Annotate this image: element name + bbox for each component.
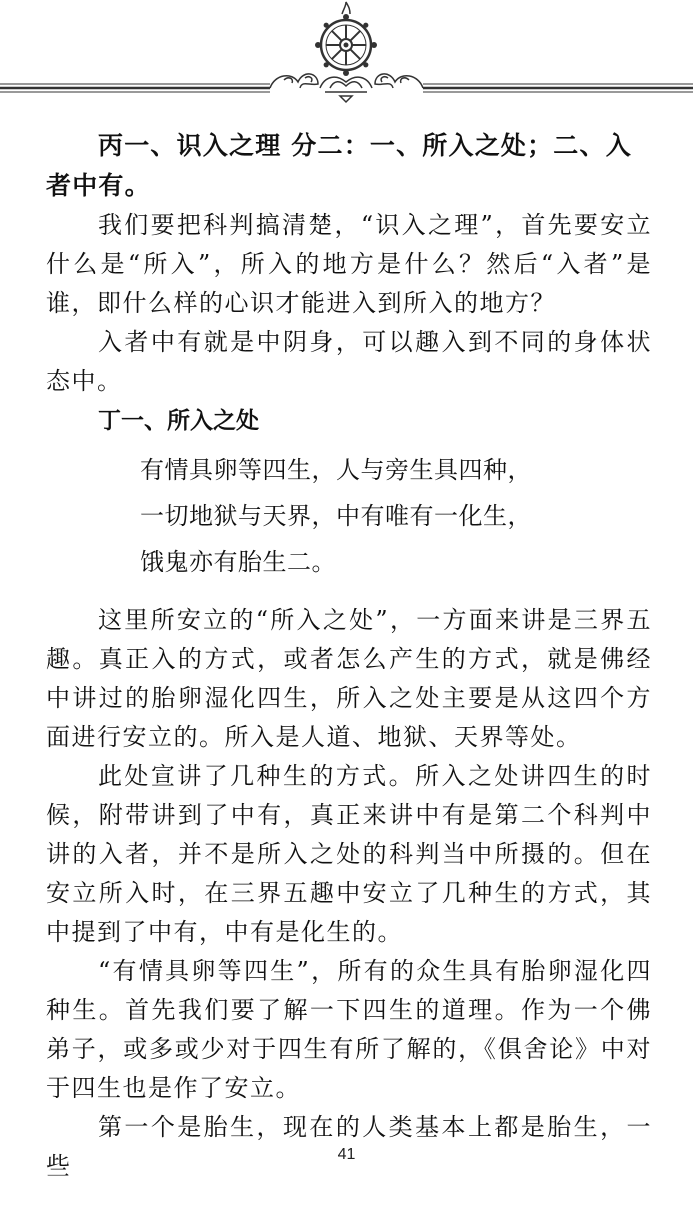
body-paragraph-3: “有情具卵等四生”，所有的众生具有胎卵湿化四种生。首先我们要了解一下四生的道理。作为一个佛弟子，或多或少对于四生有所了解的，《俱舍论》中对于四生也是作了安立。 [46,957,652,1102]
intro-paragraph-1: 我们要把科判搞清楚，“识入之理”，首先要安立什么是“所入”，所入的地方是什么？然后“入者”是谁，即什么样的心识才能进入到所入的地方？ [46,211,652,317]
page-content [46,126,652,1186]
sub-heading: 丁一、所入之处 [98,408,259,434]
intro-paragraph-2: 入者中有就是中阴身，可以趣入到不同的身体状态中。 [46,328,652,395]
lotus-base-icon [320,77,372,102]
section-heading: 丙一、识入之理 分二：一、所入之处；二、入者中有。 [46,131,632,200]
left-cloud-icon [270,74,318,88]
right-cloud-icon [375,74,423,88]
verse-line: 有情具卵等四生，人与旁生具四种， [140,456,532,484]
dharma-wheel-header-ornament [0,0,693,110]
body-paragraph-1: 这里所安立的“所入之处”，一方面来讲是三界五趣。真正入的方式，或者怎么产生的方式，就是佛经中讲过的胎卵湿化四生，所入之处主要是从这四个方面进行安立的。所入是人道、地狱、天界等处。 [46,606,652,751]
verse-line: 饿鬼亦有胎生二。 [140,548,336,576]
page-number: 41 [337,1146,356,1163]
verse-block [46,447,652,585]
dharma-wheel-icon [315,2,377,76]
body-paragraph-2: 此处宣讲了几种生的方式。所入之处讲四生的时候，附带讲到了中有，真正来讲中有是第二个科判中讲的入者，并不是所入之处的科判当中所摄的。但在安立所入时，在三界五趣中安立了几种生的方式，其中提到了中有，中有是化生的。 [46,762,652,946]
verse-line: 一切地狱与天界，中有唯有一化生， [140,502,532,530]
body-paragraph-4: 第一个是胎生，现在的人类基本上都是胎生，一些 [46,1113,652,1180]
